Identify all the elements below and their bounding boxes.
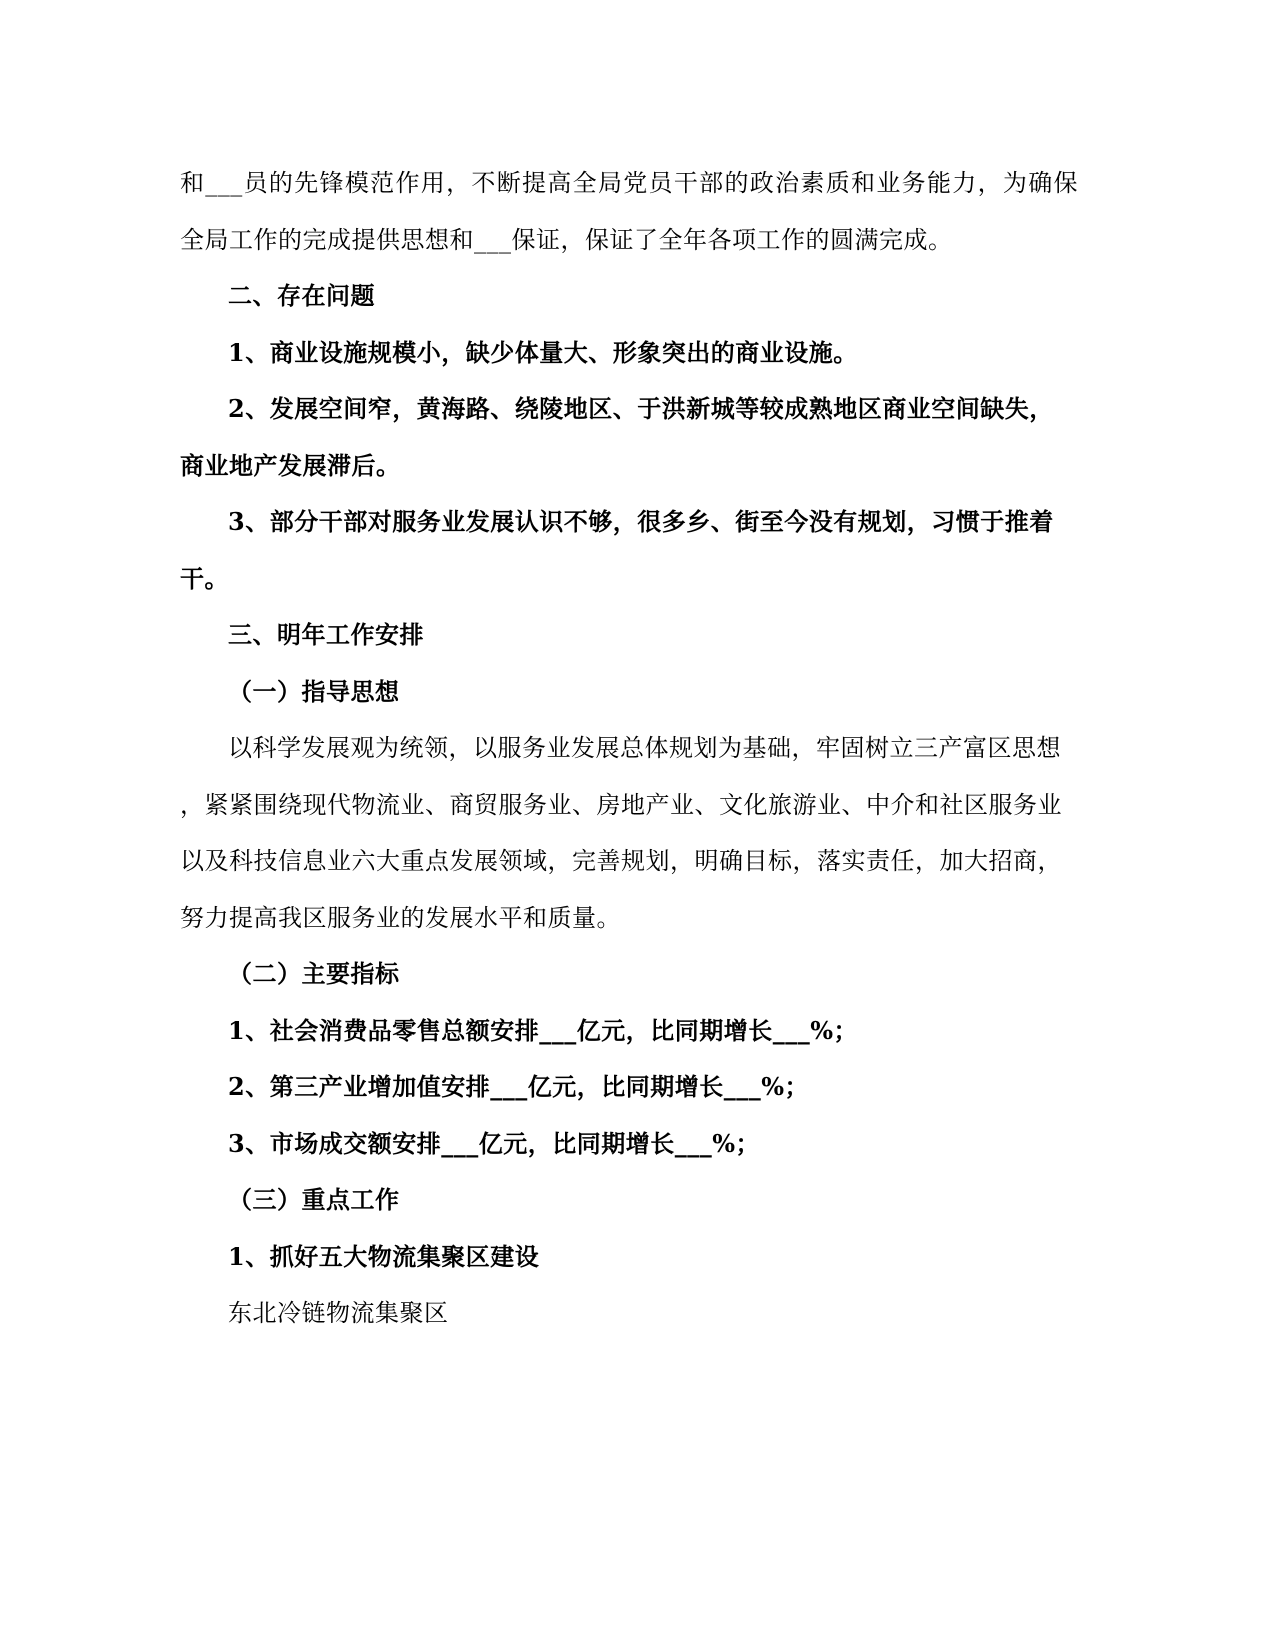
indicator-item: 2、第三产业增加值安排___亿元，比同期增长___%；: [228, 1072, 810, 1101]
paragraph-line: 以科学发展观为统领，以服务业发展总体规划为基础，牢固树立三产富区思想: [228, 734, 1061, 762]
issue-item: 2、发展空间窄，黄海路、绕陵地区、于洪新城等较成熟地区商业空间缺失，: [228, 394, 1054, 423]
paragraph-line: 努力提高我区服务业的发展水平和质量。: [180, 904, 621, 932]
paragraph-line: ，紧紧围绕现代物流业、商贸服务业、房地产业、文化旅游业、中介和社区服务业: [180, 791, 1062, 819]
subsection-heading: （三）重点工作: [228, 1185, 400, 1214]
subsection-heading: （一）指导思想: [228, 677, 400, 706]
indicator-item: 3、市场成交额安排___亿元，比同期增长___%；: [228, 1129, 761, 1158]
paragraph-line: 以及科技信息业六大重点发展领域，完善规划，明确目标，落实责任，加大招商，: [180, 847, 1062, 875]
paragraph-line: 全局工作的完成提供思想和___保证，保证了全年各项工作的圆满完成。: [180, 226, 953, 254]
work-item: 1、抓好五大物流集聚区建设: [228, 1242, 540, 1271]
issue-item-continuation: 干。: [180, 564, 229, 593]
issue-item: 3、部分干部对服务业发展认识不够，很多乡、街至今没有规划，习惯于推着: [228, 507, 1054, 536]
section-heading: 二、存在问题: [228, 281, 375, 310]
issue-item-continuation: 商业地产发展滞后。: [180, 451, 401, 480]
section-heading: 三、明年工作安排: [228, 620, 424, 649]
issue-item: 1、商业设施规模小，缺少体量大、形象突出的商业设施。: [228, 338, 858, 367]
paragraph-line: 和___员的先锋模范作用，不断提高全局党员干部的政治素质和业务能力，为确保: [180, 169, 1078, 197]
work-subitem: 东北冷链物流集聚区: [228, 1299, 449, 1327]
subsection-heading: （二）主要指标: [228, 959, 400, 988]
indicator-item: 1、社会消费品零售总额安排___亿元，比同期增长___%；: [228, 1016, 859, 1045]
